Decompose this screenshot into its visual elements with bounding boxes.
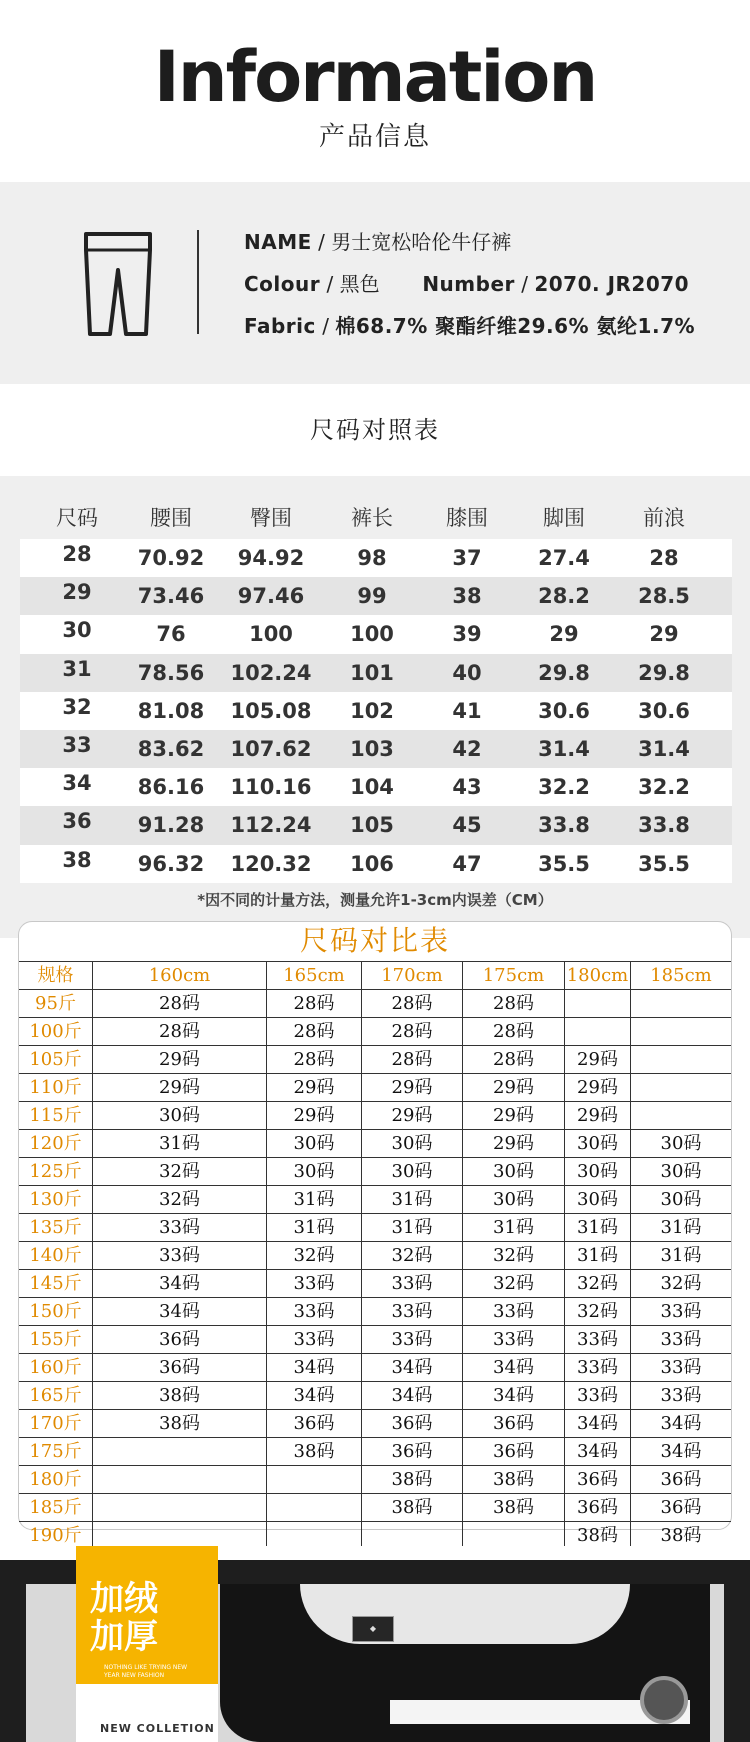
promo-headline-line2: 加厚: [90, 1617, 158, 1657]
size-code-cell: 31码: [266, 1186, 361, 1213]
size-code-cell: [92, 1494, 266, 1521]
size-cell: 86.16: [137, 775, 205, 800]
size-compare-chart: [18, 921, 732, 1546]
size-cell: 94.92: [237, 546, 305, 570]
size-code-cell: 33码: [630, 1326, 731, 1353]
size-code-cell: 32码: [92, 1158, 266, 1185]
size-code-cell: 33码: [462, 1298, 564, 1325]
size-cell: 29: [649, 622, 679, 647]
compare-row: [19, 1269, 731, 1297]
size-cell: 33.8: [638, 813, 690, 838]
size-cell: 99: [357, 584, 387, 609]
size-code-cell: 29码: [564, 1074, 630, 1101]
size-row: [20, 768, 732, 806]
size-cell: 47: [452, 851, 482, 876]
size-row: [20, 539, 732, 577]
size-code-cell: 29码: [361, 1074, 462, 1101]
size-cell: 30.6: [638, 698, 690, 723]
size-code-cell: 28码: [361, 1018, 462, 1045]
fabric-label: Fabric: [244, 314, 316, 338]
size-cell: 70.92: [137, 546, 205, 570]
size-code-cell: [630, 1046, 731, 1073]
weight-cell: 120斤: [29, 1133, 82, 1154]
size-row: [20, 692, 732, 730]
compare-row: [19, 1073, 731, 1101]
size-code-cell: 36码: [462, 1438, 564, 1465]
size-cell: 34: [62, 771, 92, 796]
size-cell: 112.24: [230, 813, 312, 838]
size-chart-body: [20, 539, 732, 883]
size-code-cell: 34码: [361, 1354, 462, 1381]
size-code-cell: 36码: [361, 1438, 462, 1465]
size-cell: 81.08: [137, 698, 205, 723]
size-code-cell: [564, 1018, 630, 1045]
size-cell: 32.2: [638, 775, 690, 800]
size-code-cell: 31码: [630, 1242, 731, 1269]
size-cell: 100: [350, 622, 394, 647]
size-cell: 110.16: [230, 775, 312, 800]
size-col-header: 腰围: [150, 506, 192, 530]
promo-tagline-line2: YEAR NEW FASHION: [104, 1672, 165, 1679]
size-code-cell: 30码: [630, 1158, 731, 1185]
size-code-cell: 34码: [361, 1382, 462, 1409]
size-code-cell: 36码: [630, 1466, 731, 1493]
size-cell: 42: [452, 736, 482, 761]
size-cell: 103: [350, 736, 394, 761]
size-code-cell: 34码: [564, 1438, 630, 1465]
size-code-cell: 28码: [462, 1046, 564, 1073]
compare-row: [19, 1129, 731, 1157]
weight-cell: 160斤: [29, 1357, 82, 1378]
size-code-cell: 30码: [564, 1130, 630, 1157]
size-code-cell: 185cm: [630, 962, 731, 989]
size-cell: 30.6: [538, 698, 590, 723]
weight-cell: 100斤: [29, 1021, 82, 1042]
size-code-cell: [92, 1438, 266, 1465]
size-cell: 33: [62, 732, 92, 757]
size-code-cell: [92, 1522, 266, 1549]
size-code-cell: 34码: [630, 1410, 731, 1437]
size-code-cell: 30码: [92, 1102, 266, 1129]
size-cell: 101: [350, 660, 394, 685]
size-cell: 83.62: [137, 736, 205, 761]
size-code-cell: 33码: [92, 1214, 266, 1241]
size-code-cell: 30码: [266, 1158, 361, 1185]
size-code-cell: [266, 1522, 361, 1549]
size-row: [20, 577, 732, 615]
size-code-cell: 170cm: [361, 962, 462, 989]
weight-cell: 135斤: [29, 1217, 82, 1238]
product-name-line: NAME / 男士宽松哈伦牛仔裤: [244, 230, 512, 254]
product-fabric-line: Fabric / 棉68.7% 聚酯纤维29.6% 氨纶1.7%: [244, 314, 696, 338]
size-code-cell: 38码: [361, 1466, 462, 1493]
compare-header-row: [19, 961, 731, 989]
size-code-cell: [462, 1522, 564, 1549]
size-code-cell: [361, 1522, 462, 1549]
weight-cell: 150斤: [29, 1301, 82, 1322]
size-cell: 105.08: [230, 698, 312, 723]
size-row: [20, 845, 732, 883]
compare-chart-title: 尺码对比表: [299, 924, 450, 957]
compare-row: [19, 1213, 731, 1241]
size-cell: 28: [649, 546, 679, 570]
size-code-cell: 34码: [564, 1410, 630, 1437]
weight-cell: 105斤: [29, 1049, 82, 1070]
size-code-cell: 31码: [92, 1130, 266, 1157]
weight-cell: 175斤: [29, 1441, 82, 1462]
product-colour-line: Colour / 黑色 Number / 2070. JR2070: [244, 272, 690, 296]
size-code-cell: 29码: [462, 1074, 564, 1101]
size-code-cell: 28码: [92, 1018, 266, 1045]
size-cell: 28.2: [538, 584, 590, 609]
size-code-cell: 33码: [92, 1242, 266, 1269]
size-code-cell: [92, 1466, 266, 1493]
size-code-cell: 38码: [266, 1438, 361, 1465]
size-cell: 73.46: [137, 584, 205, 609]
size-code-cell: 36码: [462, 1410, 564, 1437]
size-code-cell: 30码: [630, 1186, 731, 1213]
compare-row: [19, 1045, 731, 1073]
compare-row: [19, 1465, 731, 1493]
product-info-band: [0, 182, 750, 384]
colour-value: 黑色: [339, 272, 380, 296]
size-cell: 36: [62, 809, 92, 834]
weight-cell: 190斤: [29, 1525, 82, 1546]
size-code-cell: 38码: [564, 1522, 630, 1549]
size-code-cell: 28码: [266, 990, 361, 1017]
size-cell: 105: [350, 813, 394, 838]
size-code-cell: 31码: [361, 1186, 462, 1213]
size-chart-heading: 尺码对照表: [0, 384, 750, 476]
size-code-cell: 29码: [564, 1102, 630, 1129]
size-code-cell: 32码: [266, 1242, 361, 1269]
size-col-header: 前浪: [643, 506, 685, 530]
size-code-cell: 38码: [462, 1466, 564, 1493]
promo-tagline: [104, 1664, 187, 1680]
size-code-cell: 175cm: [462, 962, 564, 989]
page-title: Information: [153, 36, 597, 118]
size-code-cell: 34码: [462, 1354, 564, 1381]
number-value: 2070. JR2070: [534, 272, 690, 296]
compare-row: [19, 1325, 731, 1353]
size-cell: 37: [452, 546, 482, 570]
size-code-cell: 29码: [462, 1130, 564, 1157]
fabric-value: 棉68.7% 聚酯纤维29.6% 氨纶1.7%: [335, 314, 696, 338]
size-code-cell: 34码: [266, 1354, 361, 1381]
size-cell: 78.56: [137, 660, 205, 685]
size-code-cell: 30码: [361, 1158, 462, 1185]
compare-row: [19, 1017, 731, 1045]
size-code-cell: 33码: [361, 1298, 462, 1325]
divider: [197, 230, 199, 334]
size-code-cell: 30码: [361, 1130, 462, 1157]
weight-cell: 145斤: [29, 1273, 82, 1294]
size-cell: 100: [249, 622, 293, 647]
size-code-cell: 28码: [462, 1018, 564, 1045]
size-code-cell: 36码: [564, 1466, 630, 1493]
weight-cell: 110斤: [29, 1077, 82, 1098]
size-cell: 32.2: [538, 775, 590, 800]
size-code-cell: 32码: [462, 1242, 564, 1269]
size-code-cell: 36码: [630, 1494, 731, 1521]
size-code-cell: [266, 1494, 361, 1521]
size-cell: 29: [62, 580, 92, 605]
logo-patch-icon: ◆: [352, 1616, 394, 1642]
size-col-header: 臀围: [250, 506, 292, 530]
size-code-cell: 38码: [630, 1522, 731, 1549]
size-code-cell: 33码: [630, 1382, 731, 1409]
size-code-cell: 38码: [92, 1410, 266, 1437]
size-code-cell: 38码: [462, 1494, 564, 1521]
compare-row: [19, 1241, 731, 1269]
compare-row: [19, 1297, 731, 1325]
size-code-cell: 32码: [462, 1270, 564, 1297]
promo-headline: [90, 1580, 158, 1656]
size-code-cell: 38码: [361, 1494, 462, 1521]
size-cell: 76: [156, 622, 186, 647]
number-label: Number: [422, 272, 515, 296]
name-label: NAME: [244, 230, 312, 254]
compare-row: [19, 1521, 731, 1549]
size-code-cell: 36码: [92, 1354, 266, 1381]
page-subtitle: 产品信息: [318, 122, 431, 152]
size-code-cell: 28码: [462, 990, 564, 1017]
size-cell: 31.4: [638, 736, 690, 761]
size-code-cell: 33码: [266, 1298, 361, 1325]
size-code-cell: 34码: [630, 1438, 731, 1465]
size-cell: 98: [357, 546, 387, 570]
size-cell: 40: [452, 660, 482, 685]
size-code-cell: 29码: [92, 1046, 266, 1073]
size-code-cell: 29码: [92, 1074, 266, 1101]
size-chart: [0, 476, 750, 938]
size-code-cell: 33码: [361, 1270, 462, 1297]
size-code-cell: 33码: [564, 1326, 630, 1353]
size-cell: 31: [62, 656, 92, 681]
name-value: 男士宽松哈伦牛仔裤: [331, 230, 512, 254]
size-code-cell: 31码: [630, 1214, 731, 1241]
size-cell: 35.5: [538, 851, 590, 876]
compare-row: [19, 1409, 731, 1437]
size-code-cell: 36码: [92, 1326, 266, 1353]
size-cell: 107.62: [230, 736, 312, 761]
size-code-cell: 31码: [564, 1242, 630, 1269]
size-code-cell: 29码: [361, 1102, 462, 1129]
size-code-cell: 28码: [266, 1018, 361, 1045]
weight-cell: 140斤: [29, 1245, 82, 1266]
size-code-cell: 30码: [564, 1158, 630, 1185]
size-code-cell: 36码: [361, 1410, 462, 1437]
colour-label: Colour: [244, 272, 321, 296]
size-code-cell: 30码: [266, 1130, 361, 1157]
size-note: *因不同的计量方法，测量允许1-3cm内误差（CM）: [197, 891, 553, 909]
size-row: [20, 615, 732, 653]
compare-row: [19, 1437, 731, 1465]
size-cell: 31.4: [538, 736, 590, 761]
size-code-cell: 33码: [462, 1326, 564, 1353]
size-code-cell: 29码: [266, 1102, 361, 1129]
weight-cell: 115斤: [29, 1105, 82, 1126]
compare-row: [19, 1353, 731, 1381]
size-code-cell: 31码: [564, 1214, 630, 1241]
size-code-cell: 34码: [92, 1270, 266, 1297]
weight-cell: 155斤: [29, 1329, 82, 1350]
size-code-cell: 32码: [564, 1298, 630, 1325]
size-code-cell: 29码: [564, 1046, 630, 1073]
compare-row: [19, 1185, 731, 1213]
weight-cell: 165斤: [29, 1385, 82, 1406]
weight-cell: 130斤: [29, 1189, 82, 1210]
size-code-cell: 34码: [266, 1382, 361, 1409]
size-code-cell: 180cm: [564, 962, 630, 989]
compare-chart-grid: [19, 961, 731, 1549]
size-cell: 28: [62, 542, 92, 566]
weight-cell: 95斤: [35, 993, 76, 1014]
size-cell: 102.24: [230, 660, 312, 685]
size-cell: 45: [452, 813, 482, 838]
size-chart-header: [20, 502, 732, 532]
size-cell: 27.4: [538, 546, 590, 570]
size-code-cell: 28码: [266, 1046, 361, 1073]
size-row: [20, 730, 732, 768]
size-code-cell: 32码: [564, 1270, 630, 1297]
compare-row: [19, 1101, 731, 1129]
size-code-cell: 31码: [266, 1214, 361, 1241]
size-code-cell: 33码: [630, 1354, 731, 1381]
compare-row: [19, 1381, 731, 1409]
size-code-cell: 31码: [462, 1214, 564, 1241]
size-code-cell: 33码: [564, 1382, 630, 1409]
weight-cell: 规格: [37, 965, 74, 986]
size-code-cell: [266, 1466, 361, 1493]
size-cell: 29.8: [638, 660, 690, 685]
size-cell: 39: [452, 622, 482, 647]
size-code-cell: 30码: [462, 1186, 564, 1213]
size-code-cell: [630, 1018, 731, 1045]
size-cell: 106: [350, 851, 394, 876]
size-cell: 97.46: [237, 584, 305, 609]
size-col-header: 尺码: [56, 506, 98, 530]
size-col-header: 裤长: [351, 506, 393, 530]
size-code-cell: [564, 990, 630, 1017]
pants-icon: [78, 230, 158, 338]
promo-tagline-line1: NOTHING LIKE TRYING NEW: [104, 1664, 188, 1671]
size-code-cell: 28码: [361, 1046, 462, 1073]
information-header: [0, 0, 750, 182]
size-col-header: 脚围: [543, 506, 585, 530]
size-cell: 32: [62, 694, 92, 719]
size-cell: 43: [452, 775, 482, 800]
size-code-cell: 29码: [462, 1102, 564, 1129]
size-code-cell: 34码: [92, 1298, 266, 1325]
size-cell: 104: [350, 775, 394, 800]
promo-banner: [0, 1546, 750, 1742]
watch-icon: [640, 1676, 688, 1724]
size-code-cell: 33码: [266, 1326, 361, 1353]
size-cell: 38: [62, 847, 92, 872]
size-code-cell: 33码: [630, 1298, 731, 1325]
size-cell: 33.8: [538, 813, 590, 838]
size-code-cell: 165cm: [266, 962, 361, 989]
size-code-cell: 30码: [564, 1186, 630, 1213]
size-cell: 120.32: [230, 851, 312, 876]
size-code-cell: 33码: [266, 1270, 361, 1297]
weight-cell: 170斤: [29, 1413, 82, 1434]
size-code-cell: [630, 1102, 731, 1129]
compare-row: [19, 1157, 731, 1185]
size-code-cell: 160cm: [92, 962, 266, 989]
weight-cell: 185斤: [29, 1497, 82, 1518]
compare-row: [19, 1493, 731, 1521]
size-cell: 29.8: [538, 660, 590, 685]
size-col-header: 膝围: [446, 506, 488, 530]
size-cell: 28.5: [638, 584, 690, 609]
size-row: [20, 806, 732, 844]
size-code-cell: 29码: [266, 1074, 361, 1101]
size-code-cell: 33码: [361, 1326, 462, 1353]
promo-headline-line1: 加绒: [90, 1579, 158, 1619]
size-code-cell: 36码: [266, 1410, 361, 1437]
size-code-cell: 38码: [92, 1382, 266, 1409]
size-code-cell: 33码: [564, 1354, 630, 1381]
size-cell: 41: [452, 698, 482, 723]
size-code-cell: 28码: [361, 990, 462, 1017]
compare-row: [19, 989, 731, 1017]
size-cell: 35.5: [638, 851, 690, 876]
size-code-cell: 30码: [630, 1130, 731, 1157]
size-cell: 102: [350, 698, 394, 723]
size-row: [20, 654, 732, 692]
weight-cell: 180斤: [29, 1469, 82, 1490]
size-code-cell: 36码: [564, 1494, 630, 1521]
promo-collection-label: NEW COLLETION: [100, 1722, 215, 1735]
size-cell: 38: [452, 584, 482, 609]
size-code-cell: [630, 990, 731, 1017]
size-cell: 91.28: [137, 813, 205, 838]
size-code-cell: 30码: [462, 1158, 564, 1185]
size-cell: 96.32: [137, 851, 205, 876]
size-code-cell: 28码: [92, 990, 266, 1017]
size-code-cell: 31码: [361, 1214, 462, 1241]
size-code-cell: [630, 1074, 731, 1101]
size-code-cell: 32码: [361, 1242, 462, 1269]
size-code-cell: 32码: [630, 1270, 731, 1297]
size-code-cell: 34码: [462, 1382, 564, 1409]
size-cell: 30: [62, 618, 92, 643]
collar-image: [300, 1584, 630, 1644]
size-code-cell: 32码: [92, 1186, 266, 1213]
size-cell: 29: [549, 622, 579, 647]
weight-cell: 125斤: [29, 1161, 82, 1182]
